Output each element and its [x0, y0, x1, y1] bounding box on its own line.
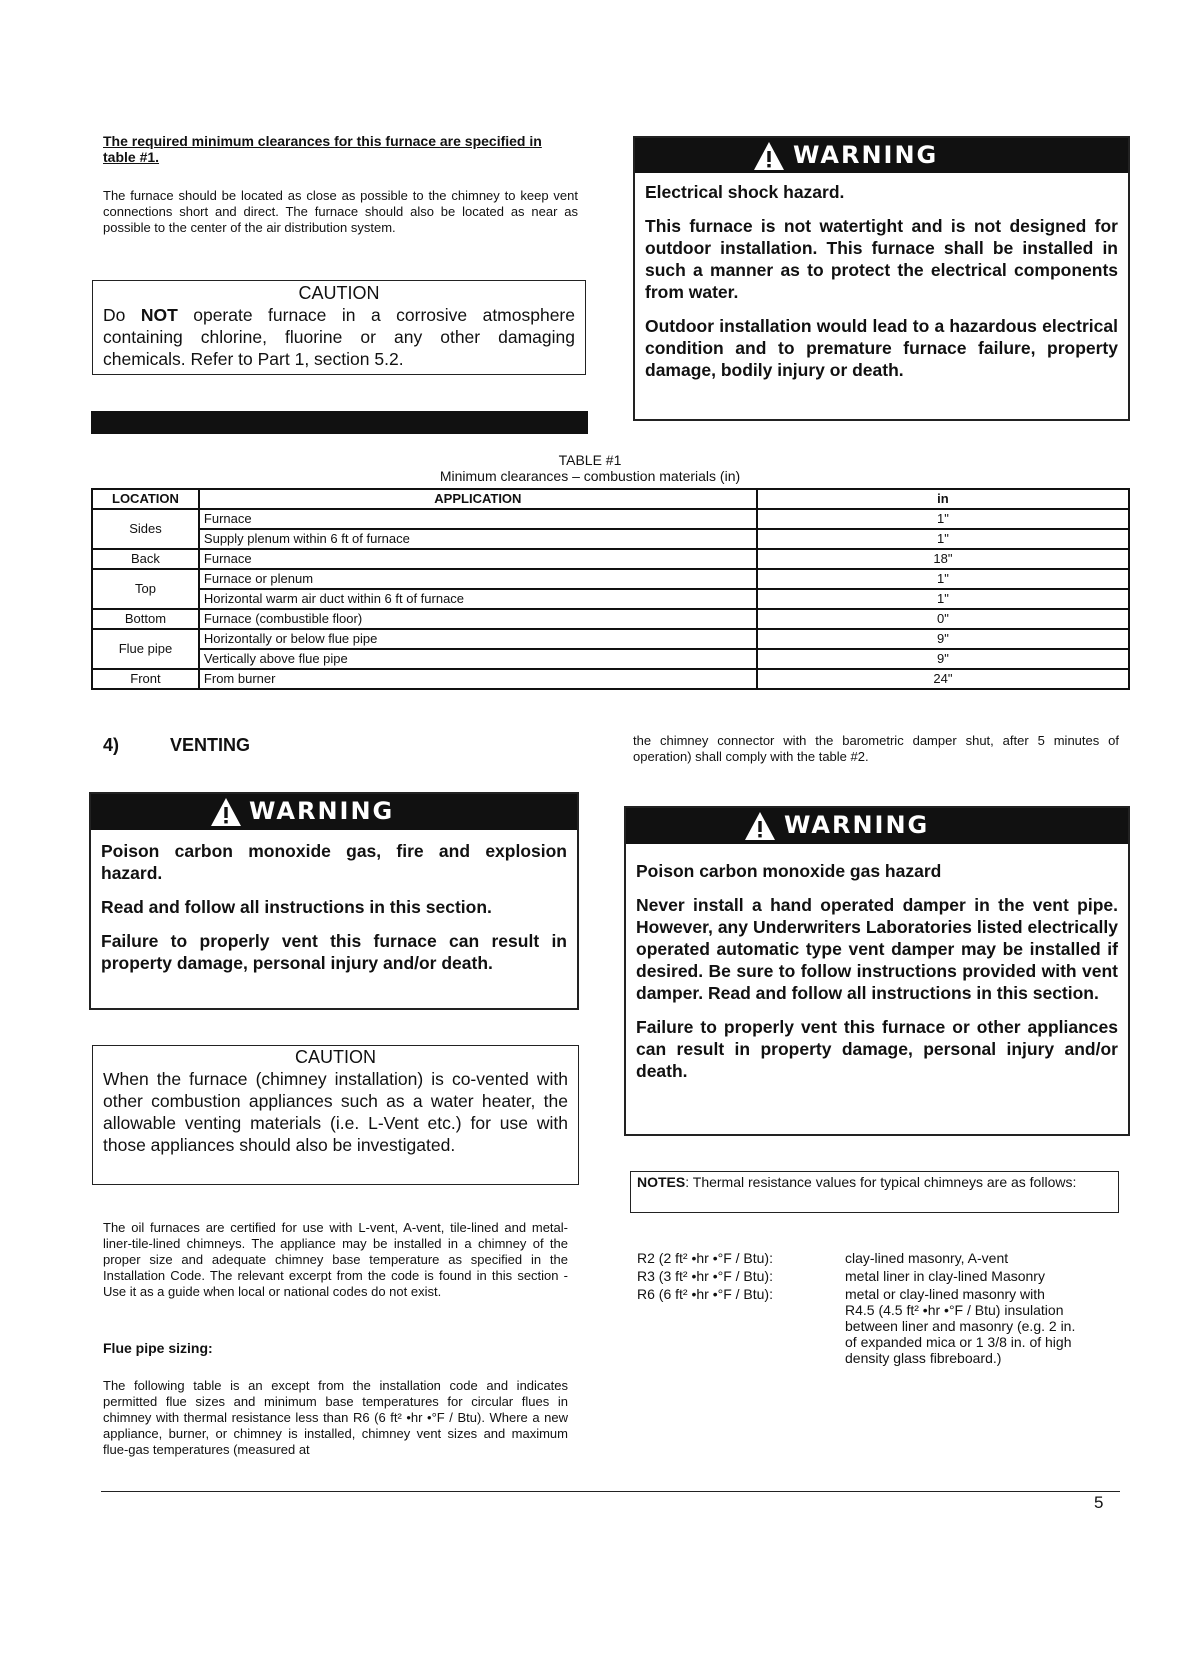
list-item — [637, 1250, 1077, 1266]
warning-hazard-title: Electrical shock hazard. — [645, 182, 845, 202]
location-cell: Top — [92, 569, 199, 609]
value-cell: 1" — [757, 569, 1129, 589]
application-cell: Horizontal warm air duct within 6 ft of furnace — [199, 589, 757, 609]
value-cell: 24" — [757, 669, 1129, 689]
table-header: APPLICATION — [199, 489, 757, 509]
warning-header — [626, 808, 1128, 844]
page-number: 5 — [1094, 1493, 1104, 1512]
r-value-label: R2 (2 ft² •hr •°F / Btu): — [637, 1250, 773, 1266]
value-cell: 1" — [757, 509, 1129, 529]
application-cell: From burner — [199, 669, 757, 689]
warning-paragraph: This furnace is not watertight and is not designed for outdoor installation. This furnace shall be installed in such a manner as to protect the electrical components from water. — [645, 216, 1118, 302]
flue-pipe-sizing-heading: Flue pipe sizing: — [103, 1340, 213, 1356]
application-cell: Furnace — [199, 509, 757, 529]
section-title: VENTING — [170, 735, 251, 755]
location-cell: Back — [92, 549, 199, 569]
r-value-description: metal or clay-lined masonry with R4.5 (4.5 ft² •hr •°F / Btu) insulation between liner and masonry (e.g. 2 in. of expanded mica or 1 3/8 in. of high density glass fibreboard.) — [845, 1286, 1076, 1366]
warning-paragraph: Outdoor installation would lead to a hazardous electrical condition and to premature furnace failure, property damage, bodily injury or death. — [645, 316, 1118, 380]
application-cell: Vertically above flue pipe — [199, 649, 757, 669]
warning-label: WARNING — [249, 797, 395, 825]
location-cell: Bottom — [92, 609, 199, 629]
value-cell: 18" — [757, 549, 1129, 569]
table-row — [92, 529, 1129, 549]
table-row — [92, 649, 1129, 669]
application-cell: Furnace (combustible floor) — [199, 609, 757, 629]
location-cell: Flue pipe — [92, 629, 199, 669]
value-cell: 9" — [757, 629, 1129, 649]
table-row — [92, 549, 1129, 569]
value-cell: 9" — [757, 649, 1129, 669]
warning-paragraph: Read and follow all instructions in this section. — [101, 897, 492, 917]
black-divider-bar — [91, 411, 588, 434]
caution-title: CAUTION — [298, 283, 380, 303]
certified-chimneys-paragraph: The oil furnaces are certified for use with L-vent, A-vent, tile-lined and metal-liner-tile-lined chimneys. The appliance may be installed in a chimney of the proper size and adequate chimney base temperature as specified in the Installation Code. The relevant excerpt from the code is found in this section - Use it as a guide when local or national codes do not exist. — [103, 1220, 568, 1299]
table-row — [92, 509, 1129, 529]
table-row — [92, 669, 1129, 689]
table-title: TABLE #1 — [558, 452, 622, 468]
location-cell: Sides — [92, 509, 199, 549]
caution-title: CAUTION — [295, 1047, 376, 1067]
notes-label: NOTES — [637, 1174, 686, 1190]
application-cell: Furnace or plenum — [199, 569, 757, 589]
location-cell: Front — [92, 669, 199, 689]
list-item — [637, 1284, 1077, 1366]
warning-header — [635, 138, 1128, 173]
r-values-list — [637, 1250, 1077, 1366]
warning-box-venting — [89, 792, 579, 1010]
caution-text: When the furnace (chimney installation) is co-vented with other combustion appliances such as a water heater, the allowable venting materials (i.e. L-Vent etc.) for use with those appliances should also be investigated. — [103, 1069, 568, 1155]
application-cell: Supply plenum within 6 ft of furnace — [199, 529, 757, 549]
warning-label: WARNING — [793, 141, 939, 169]
warning-paragraph: Failure to properly vent this furnace can result in property damage, personal injury and/or death. — [101, 931, 567, 973]
warning-hazard-title: Poison carbon monoxide gas hazard — [636, 861, 942, 881]
chimney-connector-paragraph: the chimney connector with the barometric damper shut, after 5 minutes of operation) shall comply with the table #2. — [633, 733, 1119, 764]
caution-not-emphasis: NOT — [140, 305, 178, 325]
value-cell: 0" — [757, 609, 1129, 629]
caution-text: Do NOT operate furnace in a corrosive atmosphere containing chlorine, fluorine or any other damaging chemicals. Refer to Part 1, section 5.2. — [103, 305, 575, 369]
application-cell: Furnace — [199, 549, 757, 569]
warning-paragraph: Never install a hand operated damper in the vent pipe. However, any Underwriters Laboratories listed electrically operated automatic type vent damper may be installed if desired. Be sure to follow instructions provided with vent damper. Read and follow all instructions in this section. — [636, 895, 1118, 1003]
flue-pipe-paragraph: The following table is an except from the installation code and indicates permitted flue sizes and minimum base temperatures for circular flues in chimney with thermal resistance less than R6 (6 ft² •hr •°F / Btu). Where a new appliance, burner, or chimney is installed, chimney vent sizes and maximum flue-gas temperatures (measured at — [103, 1378, 568, 1457]
caution-box-covented — [92, 1045, 579, 1185]
notes-text: : Thermal resistance values for typical chimneys are as follows: — [685, 1174, 1077, 1190]
value-cell: 1" — [757, 529, 1129, 549]
r-value-description: metal liner in clay-lined Masonry — [845, 1268, 1045, 1284]
r-value-label: R6 (6 ft² •hr •°F / Btu): — [637, 1286, 773, 1302]
warning-triangle-icon — [210, 797, 242, 827]
caution-box-corrosive — [92, 280, 586, 375]
table-header: LOCATION — [92, 489, 199, 509]
table-row — [92, 629, 1129, 649]
warning-label: WARNING — [784, 811, 930, 839]
table-row — [92, 569, 1129, 589]
warning-triangle-icon — [753, 141, 785, 171]
warning-hazard-title: Poison carbon monoxide gas, fire and explosion hazard. — [101, 841, 567, 883]
warning-header — [91, 794, 577, 830]
clearances-heading: The required minimum clearances for this furnace are specified in table #1. — [103, 133, 542, 165]
table-row — [92, 609, 1129, 629]
location-paragraph: The furnace should be located as close as possible to the chimney to keep vent connections short and direct. The furnace should also be located as near as possible to the center of the air distribution system. — [103, 188, 578, 235]
warning-box-damper — [624, 806, 1130, 1136]
warning-triangle-icon — [744, 811, 776, 841]
list-item — [637, 1266, 1077, 1284]
r-value-label: R3 (3 ft² •hr •°F / Btu): — [637, 1268, 773, 1284]
table-subtitle: Minimum clearances – combustion materials (in) — [439, 468, 741, 484]
table-header: in — [757, 489, 1129, 509]
clearances-table — [91, 488, 1130, 690]
notes-box — [630, 1171, 1119, 1213]
warning-paragraph: Failure to properly vent this furnace or other appliances can result in property damage, personal injury and/or death. — [636, 1017, 1118, 1081]
r-value-description: clay-lined masonry, A-vent — [845, 1250, 1009, 1266]
warning-box-electrical — [633, 136, 1130, 421]
footer-rule — [101, 1491, 1120, 1492]
application-cell: Horizontally or below flue pipe — [199, 629, 757, 649]
table-row — [92, 589, 1129, 609]
section-number: 4) — [103, 735, 120, 755]
value-cell: 1" — [757, 589, 1129, 609]
